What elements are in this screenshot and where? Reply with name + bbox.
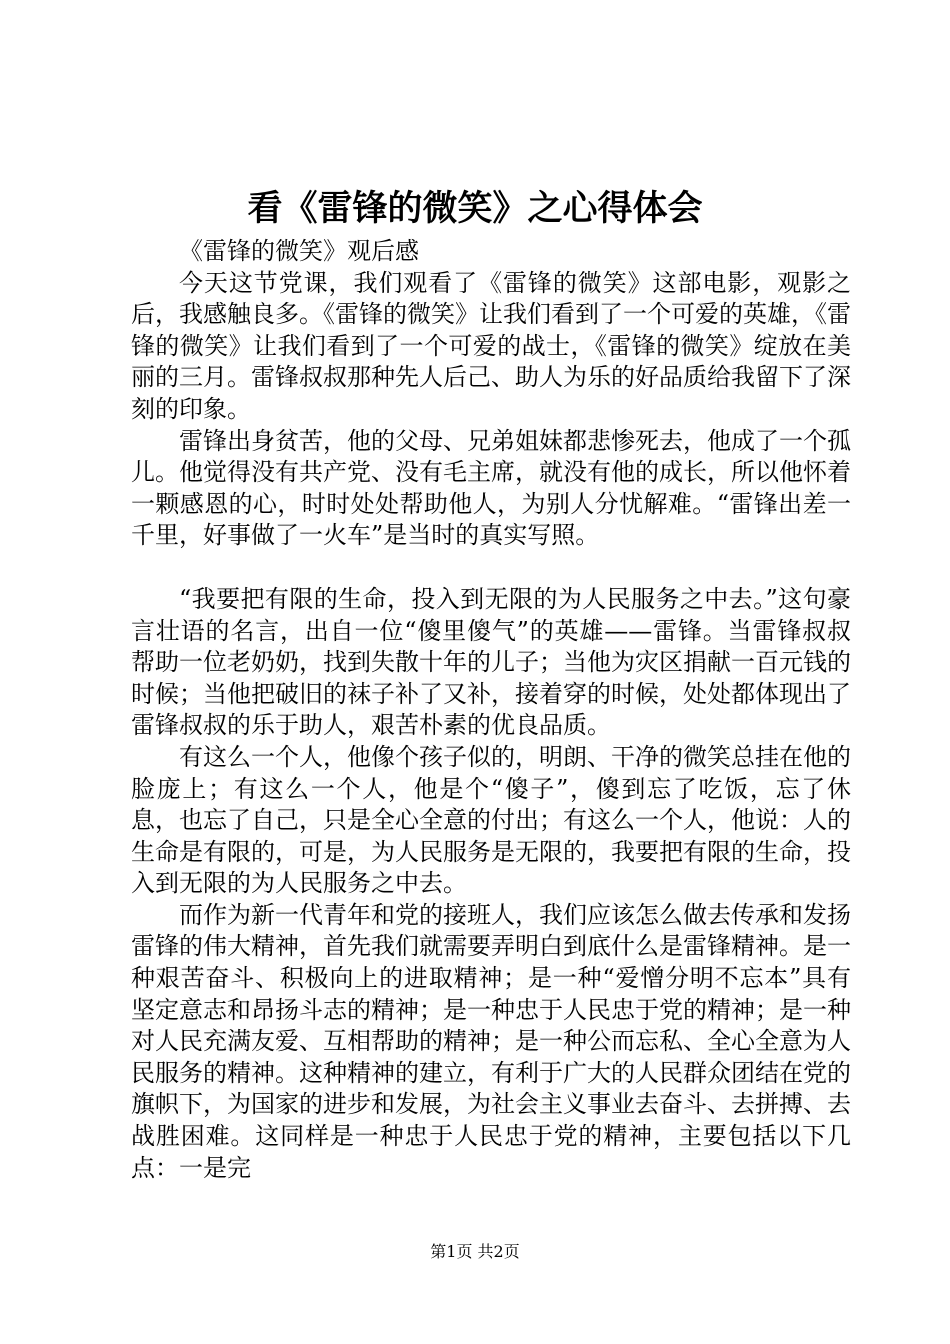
paragraph-subtitle: 《雷锋的微笑》观后感: [179, 237, 419, 265]
document-title: 看《雷锋的微笑》之心得体会: [247, 188, 703, 229]
paragraph: 今天这节党课，我们观看了《雷锋的微笑》这部电影，观影之后，我感触良多。《雷锋的微笑》让我们看到了一个可爱的英雄，《雷锋的微笑》让我们看到了一个可爱的战士，《雷锋的微笑》绽放在美丽的三月。雷锋叔叔那种先人后己、助人为乐的好品质给我留下了深刻的印象。: [131, 268, 851, 423]
paragraph: 而作为新一代青年和党的接班人，我们应该怎么做去传承和发扬雷锋的伟大精神，首先我们就需要弄明白到底什么是雷锋精神。是一种艰苦奋斗、积极向上的进取精神；是一种“爱憎分明不忘本”具有坚定意志和昂扬斗志的精神；是一种忠于人民忠于党的精神；是一种对人民充满友爱、互相帮助的精神；是一种公而忘私、全心全意为人民服务的精神。这种精神的建立，有利于广大的人民群众团结在党的旗帜下，为国家的进步和发展，为社会主义事业去奋斗、去拼搏、去战胜困难。这同样是一种忠于人民忠于党的精神，主要包括以下几点：一是完: [131, 900, 851, 1182]
document-body: [131, 236, 851, 1184]
paragraph: 雷锋出身贫苦，他的父母、兄弟姐妹都悲惨死去，他成了一个孤儿。他觉得没有共产党、没有毛主席，就没有他的成长，所以他怀着一颗感恩的心，时时处处帮助他人，为别人分忧解难。“雷锋出差一千里，好事做了一火车”是当时的真实写照。: [131, 426, 851, 550]
page-footer: 第1页 共2页: [430, 1242, 520, 1261]
paragraph: “我要把有限的生命，投入到无限的为人民服务之中去。”这句豪言壮语的名言，出自一位“傻里傻气”的英雄——雷锋。当雷锋叔叔帮助一位老奶奶，找到失散十年的儿子；当他为灾区捐献一百元钱的时候；当他把破旧的袜子补了又补，接着穿的时候，处处都体现出了雷锋叔叔的乐于助人，艰苦朴素的优良品质。: [131, 584, 851, 740]
paragraph: 有这么一个人，他像个孩子似的，明朗、干净的微笑总挂在他的脸庞上；有这么一个人，他是个“傻子”，傻到忘了吃饭，忘了休息，也忘了自己，只是全心全意的付出；有这么一个人，他说：人的生命是有限的，可是，为人民服务是无限的，我要把有限的生命，投入到无限的为人民服务之中去。: [131, 742, 851, 898]
